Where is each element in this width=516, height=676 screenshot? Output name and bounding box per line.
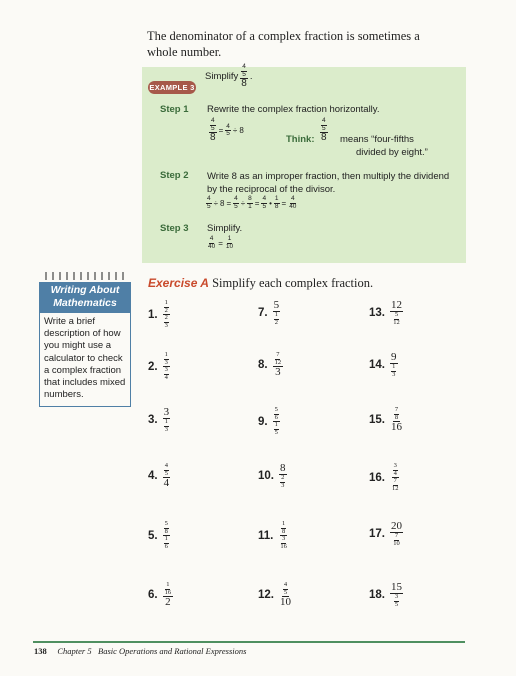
complex-fraction: $\frac{3}{\frac{1}{3}}$: [163, 406, 170, 433]
problem-number: 8.: [258, 359, 268, 371]
think-label: Think:: [286, 134, 315, 145]
problem-number: 2.: [148, 360, 158, 373]
problem-15: [369, 407, 403, 433]
complex-fraction: $\frac{20}{\frac{7}{10}}$: [391, 520, 402, 547]
complex-fraction: $\frac{15}{\frac{3}{5}}$: [391, 581, 402, 608]
problem-number: 4.: [148, 470, 158, 482]
think-text-2: divided by eight.”: [356, 147, 428, 158]
step-3-label: Step 3: [160, 223, 189, 234]
problem-12: [258, 582, 292, 608]
problem-number: 12.: [258, 589, 274, 601]
think-text-1: means “four-fifths: [340, 134, 414, 145]
problem-6: [148, 582, 173, 608]
exercise-header: Exercise A Simplify each complex fraction.: [148, 276, 374, 290]
problem-number: 10.: [258, 470, 274, 482]
problem-13: [369, 300, 403, 326]
problem-number: 18.: [369, 589, 385, 601]
problem-number: 11.: [258, 529, 274, 542]
problem-2: [148, 352, 170, 381]
sidebar-body: Write a brief description of how you might use a calculator to check a complex fraction that includes mixed numbers.: [39, 312, 131, 407]
complex-fraction: $\frac{\frac{7}{12}}{3}$: [274, 351, 282, 378]
problem-10: [258, 463, 287, 489]
think-fraction: $\frac{\frac{4}{5}}{8}$: [321, 117, 327, 143]
step-2-math: $\frac{4}{5}$ ÷ 8 = $\frac{4}{5}$ ÷ $\frac{8}{1}$ = $\frac{4}{5}$ • $\frac{1}{8}$ = $\frac{4}{40}$: [207, 195, 297, 210]
step-1-label: Step 1: [160, 104, 189, 115]
step-3-text: Simplify.: [207, 223, 243, 234]
complex-fraction: $\frac{9}{\frac{1}{3}}$: [391, 351, 397, 378]
spiral-binding-icon: [44, 271, 128, 281]
step-2-text: Write 8 as an improper fraction, then multiply the dividend by the reciprocal of the divisor.: [207, 171, 450, 195]
step-3-math: $\frac{4}{40}$ = $\frac{1}{10}$: [208, 235, 234, 250]
problem-17: [369, 521, 403, 547]
example-box: [142, 67, 466, 263]
problem-9: [258, 407, 280, 436]
complex-fraction: $\frac{\frac{1}{8}}{\frac{3}{16}}$: [280, 520, 287, 550]
complex-fraction: $\frac{\frac{4}{5}}{10}$: [280, 581, 291, 608]
problem-number: 5.: [148, 529, 158, 542]
problem-7: [258, 300, 280, 326]
sidebar-title: Writing About Mathematics: [39, 282, 131, 312]
problem-18: [369, 582, 403, 608]
problem-number: 3.: [148, 414, 158, 426]
problem-number: 14.: [369, 359, 385, 371]
complex-fraction: $\frac{\frac{5}{8}}{\frac{1}{6}}$: [164, 520, 168, 550]
example-fraction: $\frac{\frac{4}{5}}{8}$: [241, 63, 247, 89]
footer: 138 Chapter 5 Basic Operations and Rational Expressions: [34, 646, 247, 656]
problem-1: [148, 300, 170, 329]
complex-fraction: $\frac{\frac{3}{4}}{\frac{7}{12}}$: [392, 462, 399, 492]
complex-fraction: $\frac{\frac{1}{16}}{2}$: [164, 581, 172, 608]
problem-8: [258, 352, 283, 378]
problem-number: 6.: [148, 589, 158, 601]
problem-number: 9.: [258, 415, 268, 428]
problem-11: [258, 521, 289, 550]
complex-fraction: $\frac{8}{\frac{2}{3}}$: [280, 462, 286, 489]
intro-text: The denominator of a complex fraction is sometimes a whole number.: [147, 29, 420, 59]
problem-number: 15.: [369, 414, 385, 426]
complex-fraction: $\frac{\frac{4}{5}}{4}$: [163, 462, 170, 489]
complex-fraction: $\frac{\frac{5}{6}}{\frac{1}{5}}$: [274, 406, 278, 436]
complex-fraction: $\frac{5}{\frac{1}{2}}$: [273, 299, 280, 326]
problem-4: [148, 463, 170, 489]
complex-fraction: $\frac{12}{\frac{5}{12}}$: [391, 299, 402, 326]
step-2-label: Step 2: [160, 170, 189, 181]
problem-16: [369, 463, 401, 492]
complex-fraction: $\frac{\frac{7}{8}}{16}$: [391, 406, 402, 433]
footer-rule: [33, 641, 465, 643]
problem-3: [148, 407, 170, 433]
step-1-math: $\frac{\frac{4}{5}}{8}$ = $\frac{4}{5}$ ÷ 8: [210, 117, 244, 143]
example-badge: EXAMPLE 3: [149, 83, 195, 92]
problem-number: 13.: [369, 307, 385, 319]
problem-number: 1.: [148, 308, 158, 321]
problem-5: [148, 521, 170, 550]
problem-14: [369, 352, 398, 378]
step-1-text: Rewrite the complex fraction horizontally.: [207, 104, 380, 115]
problem-number: 16.: [369, 471, 385, 484]
problem-number: 7.: [258, 307, 268, 319]
example-prompt: Simplify $\frac{\frac{4}{5}}{8}$ .: [205, 63, 253, 89]
complex-fraction: $\frac{\frac{1}{2}}{\frac{2}{3}}$: [164, 299, 168, 329]
problem-number: 17.: [369, 528, 385, 540]
complex-fraction: $\frac{\frac{1}{3}}{\frac{3}{4}}$: [164, 351, 168, 381]
